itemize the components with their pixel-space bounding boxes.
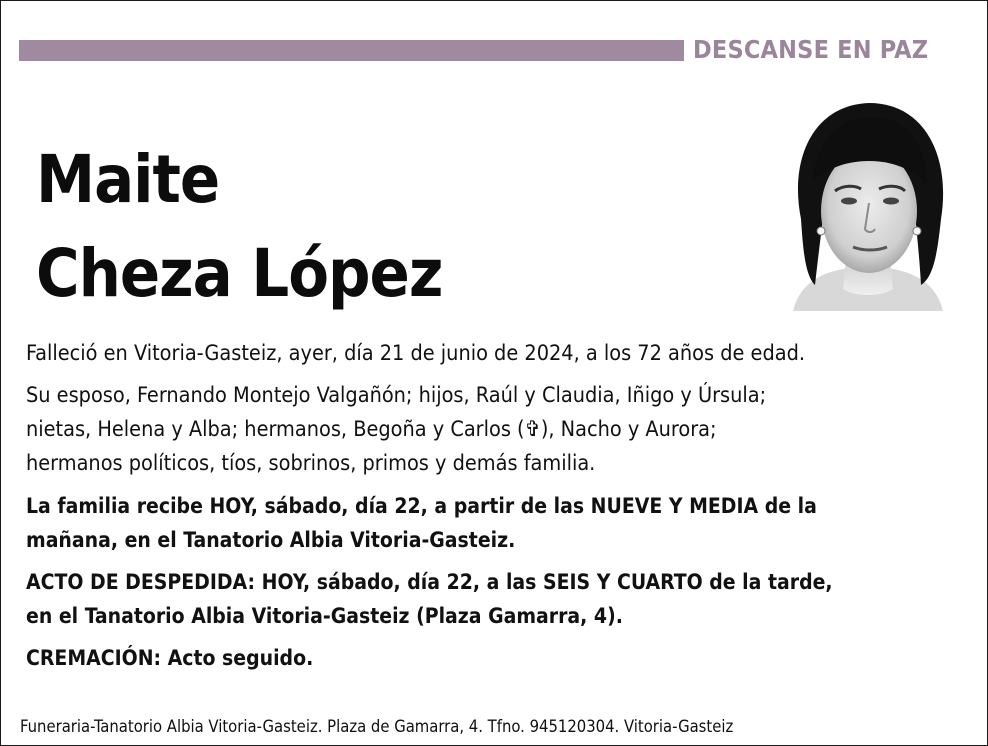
reception-line: mañana, en el Tanatorio Albia Vitoria-Gasteiz. [26,528,516,552]
portrait-photo [783,99,953,311]
family-line: nietas, Helena y Alba; hermanos, Begoña y Carlos (✞), Nacho y Aurora; [26,417,717,442]
notice-body [26,337,971,675]
first-name: Maite [36,141,220,218]
header-label: DESCANSE EN PAZ [693,35,929,64]
surnames: Cheza López [36,235,443,312]
farewell-line: en el Tanatorio Albia Vitoria-Gasteiz (Plaza Gamarra, 4). [26,604,623,628]
reception-line: La familia recibe HOY, sábado, día 22, a partir de las NUEVE Y MEDIA de la [26,494,817,518]
family-line: Su esposo, Fernando Montejo Valgañón; hijos, Raúl y Claudia, Iñigo y Úrsula; [26,383,767,408]
family-line: hermanos políticos, tíos, sobrinos, primos y demás familia. [26,451,596,476]
header-bar [19,40,684,61]
farewell-line: ACTO DE DESPEDIDA: HOY, sábado, día 22, a las SEIS Y CUARTO de la tarde, [26,570,833,594]
cremation-line: CREMACIÓN: Acto seguido. [26,646,314,670]
funeral-home-footer: Funeraria-Tanatorio Albia Vitoria-Gasteiz. Plaza de Gamarra, 4. Tfno. 945120304. Vitoria-Gasteiz [20,717,734,736]
deceased-name [36,133,442,321]
death-notice: Falleció en Vitoria-Gasteiz, ayer, día 21 de junio de 2024, a los 72 años de edad. [26,341,806,366]
